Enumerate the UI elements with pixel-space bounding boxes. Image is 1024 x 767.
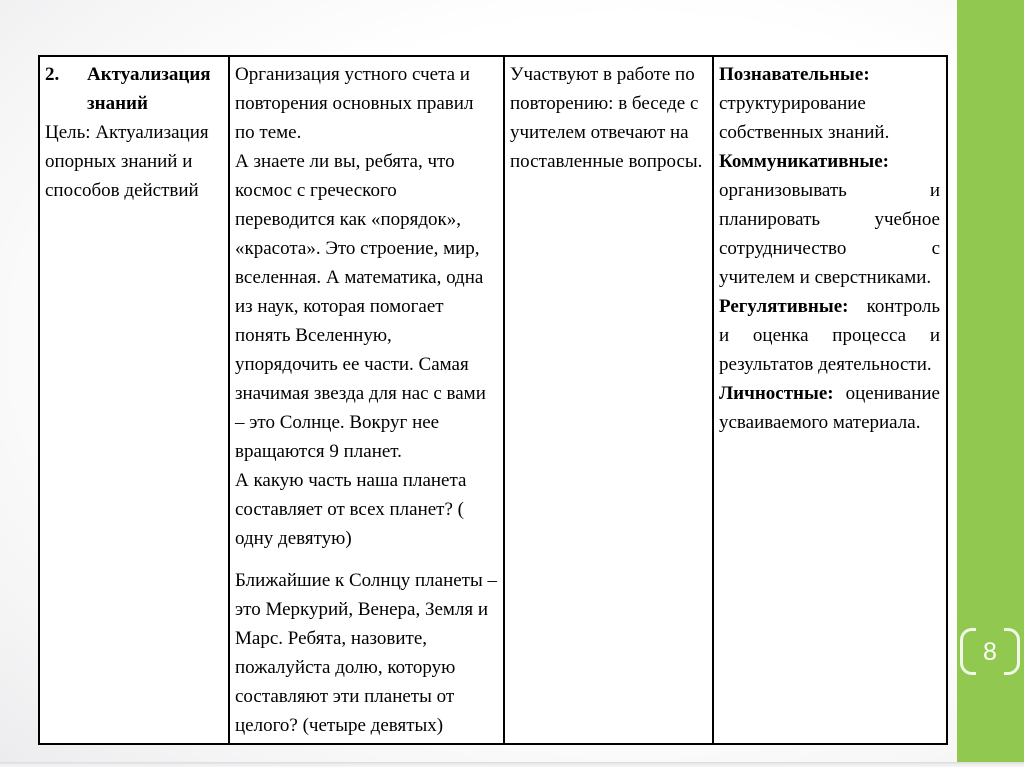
table-row <box>39 56 947 744</box>
uud-heading: Регулятивные: <box>719 296 849 317</box>
uud-heading: Коммуникативные: <box>719 151 889 172</box>
stage-heading <box>45 60 222 118</box>
lesson-plan-table <box>38 55 948 745</box>
uud-text: оценивание усваиваемого материала. <box>719 383 940 433</box>
stage-title: Актуализация знаний <box>87 64 211 114</box>
cell-uud <box>713 56 947 744</box>
uud-text: структурирование собственных знаний. <box>719 93 890 143</box>
slide-bottom-edge <box>0 762 1024 767</box>
slide-accent-bar <box>957 0 1024 762</box>
teacher-activity-paragraph: А знаете ли вы, ребята, что космос с греческого переводится как «порядок», «красота». Это строение, мир, вселенная. А математика, одна из наук, которая помогает понять Вселенную, упорядочить ее части. Самая значимая звезда для нас с вами – это Солнце. Вокруг нее вращаются 9 планет. <box>235 151 486 462</box>
stage-number: 2. <box>45 64 60 85</box>
student-activity-text: Участвуют в работе по повторению: в беседе с учителем отвечают на поставленные вопросы. <box>510 64 703 172</box>
page-number: 8 <box>983 638 997 666</box>
cell-student-activity <box>504 56 713 744</box>
uud-heading: Познавательные: <box>719 64 870 85</box>
uud-text: контроль и оценка процесса и результатов деятельности. <box>719 296 940 375</box>
uud-block <box>719 60 940 147</box>
teacher-activity-paragraph: А какую часть наша планета составляет от всех планет? ( одну девятую) <box>235 470 467 549</box>
uud-block <box>719 379 940 437</box>
uud-text: организовывать и планировать учебное сотрудничество с учителем и сверстниками. <box>719 180 940 288</box>
uud-block <box>719 292 940 379</box>
stage-goal: Цель: Актуализация опорных знаний и способов действий <box>45 122 209 201</box>
page-number-badge <box>960 628 1020 675</box>
uud-heading: Личностные: <box>719 383 834 404</box>
badge-bracket-right-icon <box>1004 628 1020 675</box>
uud-block <box>719 147 940 292</box>
cell-teacher-activity <box>229 56 504 744</box>
badge-bracket-left-icon <box>960 628 976 675</box>
cell-lesson-stage <box>39 56 229 744</box>
teacher-activity-paragraph: Организация устного счета и повторения основных правил по теме. <box>235 64 474 143</box>
teacher-activity-paragraph: Ближайшие к Солнцу планеты – это Меркурий, Венера, Земля и Марс. Ребята, назовите, пожалуйста долю, которую составляют эти планеты от целого? (четыре девятых) <box>235 570 497 736</box>
